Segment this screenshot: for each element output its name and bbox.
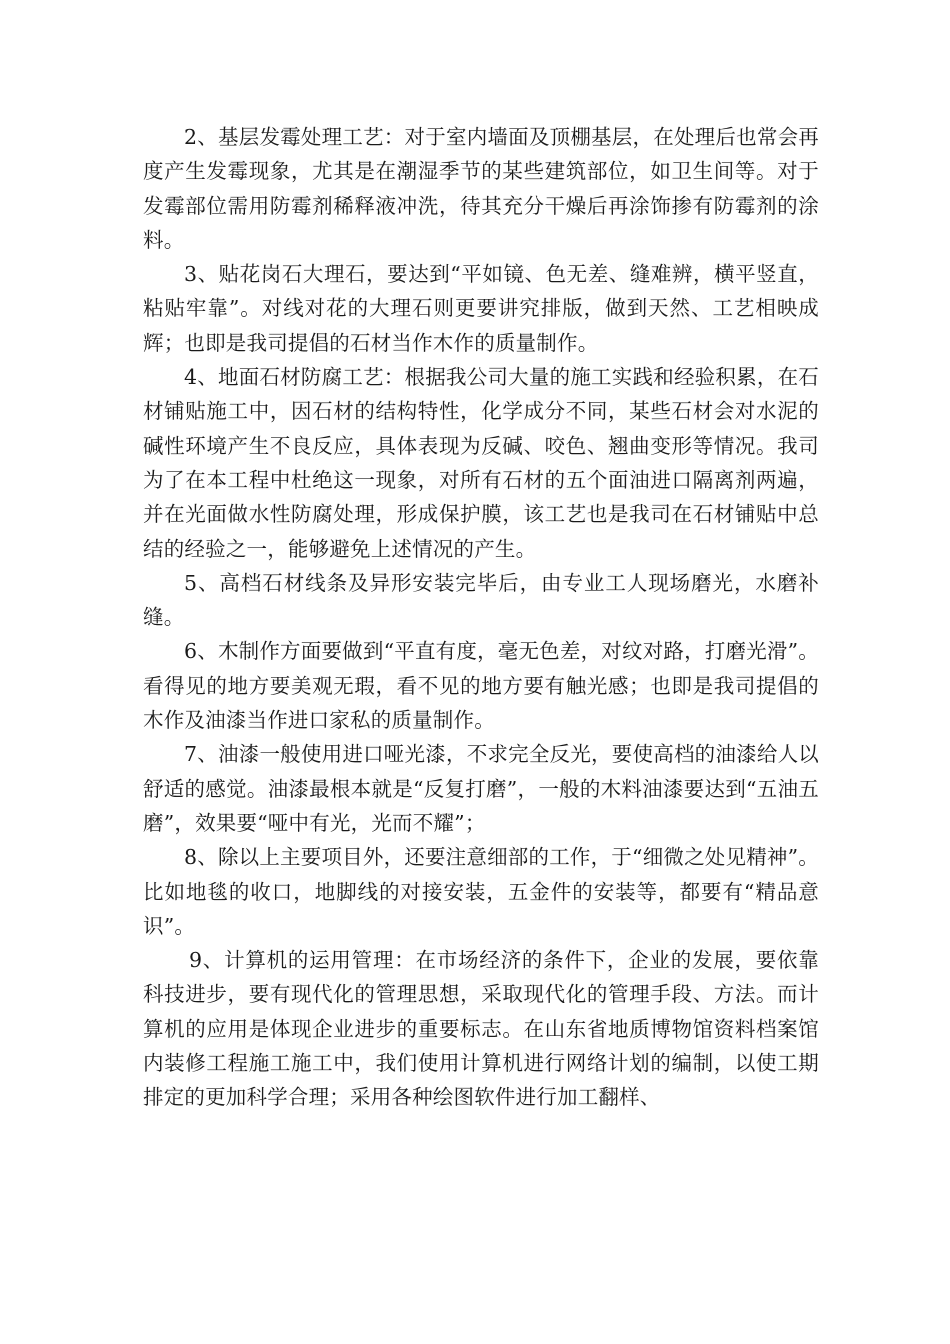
paragraph-6-woodwork: 6、木制作方面要做到“平直有度，毫无色差，对纹对路，打磨光滑”。看得见的地方要美观无瑕，看不见的地方要有触光感；也即是我司提倡的木作及油漆当作进口家私的质量制作。 [143, 639, 819, 733]
paragraph-4-stone-anticorrosion: 4、地面石材防腐工艺：根据我公司大量的施工实践和经验积累，在石材铺贴施工中，因石材的结构特性，化学成分不同，某些石材会对水泥的碱性环境产生不良反应，具体表现为反碱、咬色、翘曲变形等情况。我司为了在本工程中杜绝这一现象，对所有石材的五个面油进口隔离剂两遍，并在光面做水性防腐处理，形成保护膜，该工艺也是我司在石材铺贴中总结的经验之一，能够避免上述情况的产生。 [143, 365, 819, 561]
paragraph-9-computer-management: 9、计算机的运用管理：在市场经济的条件下，企业的发展，要依靠科技进步，要有现代化的管理思想，采取现代化的管理手段、方法。而计算机的应用是体现企业进步的重要标志。在山东省地质博物馆资料档案馆内装修工程施工施工中，我们使用计算机进行网络计划的编制，以使工期排定的更加科学合理；采用各种绘图软件进行加工翻样、 [143, 948, 819, 1110]
paragraph-8-details: 8、除以上主要项目外，还要注意细部的工作，于“细微之处见精神”。比如地毯的收口，地脚线的对接安装，五金件的安装等，都要有“精品意识”。 [143, 845, 819, 938]
paragraph-5-stone-polishing: 5、高档石材线条及异形安装完毕后，由专业工人现场磨光，水磨补缝。 [143, 570, 819, 630]
document-body [143, 120, 819, 1115]
paragraph-3-granite-marble: 3、贴花岗石大理石，要达到“平如镜、色无差、缝难辨，横平竖直，粘贴牢靠”。对线对花的大理石则更要讲究排版，做到天然、工艺相映成辉；也即是我司提倡的石材当作木作的质量制作。 [143, 262, 819, 355]
paragraph-7-paint: 7、油漆一般使用进口哑光漆，不求完全反光，要使高档的油漆给人以舒适的感觉。油漆最根本就是“反复打磨”，一般的木料油漆要达到“五油五磨”，效果要“哑中有光，光而不耀”； [143, 742, 819, 835]
paragraph-2-mildew-treatment: 2、基层发霉处理工艺：对于室内墙面及顶棚基层，在处理后也常会再度产生发霉现象，尤其是在潮湿季节的某些建筑部位，如卫生间等。对于发霉部位需用防霉剂稀释液冲洗，待其充分干燥后再涂饰掺有防霉剂的涂料。 [143, 125, 819, 252]
